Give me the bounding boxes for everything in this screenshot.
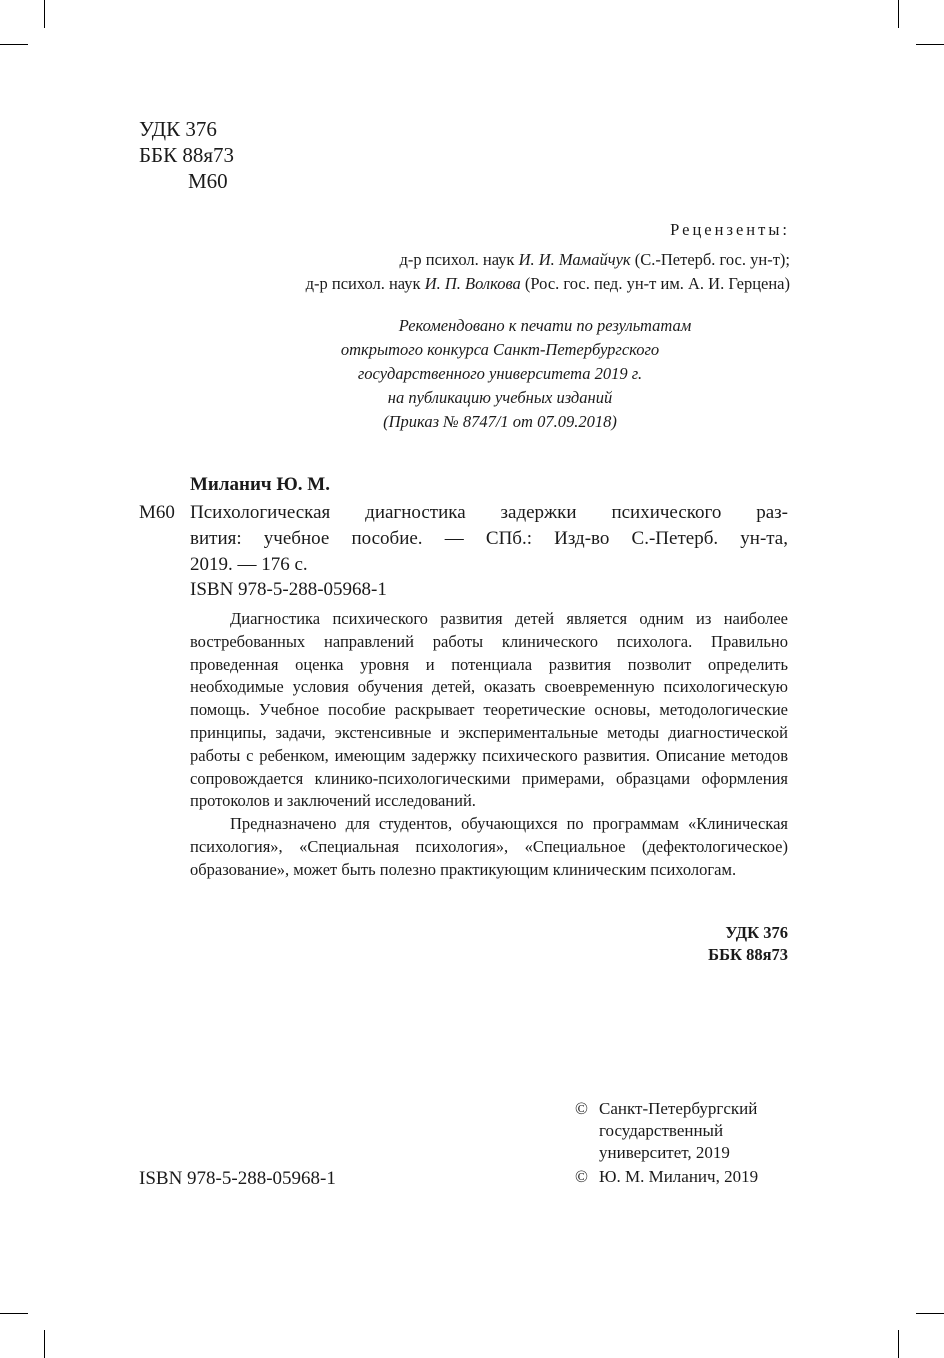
reviewer-2-affiliation: (Рос. гос. пед. ун-т им. А. И. Герцена): [520, 274, 790, 293]
isbn-in-description: ISBN 978-5-288-05968-1: [190, 579, 387, 600]
reviewer-2: [150, 272, 790, 296]
copyright-university: [575, 1098, 757, 1164]
reviewer-2-name: И. П. Волкова: [424, 274, 521, 293]
udk-header: УДК 376: [139, 117, 217, 141]
index-block: [560, 922, 788, 966]
annotation: [190, 608, 788, 882]
reviewer-2-degree: д-р психол. наук: [305, 274, 425, 293]
recommendation-line: (Приказ № 8747/1 от 07.09.2018): [383, 412, 617, 431]
crop-mark-tl-h: [0, 44, 28, 45]
copyright-line: университет, 2019: [599, 1143, 730, 1162]
author-code: М60: [139, 502, 175, 523]
copyright-line: Санкт-Петербургский: [599, 1099, 758, 1118]
crop-mark-br-v: [898, 1330, 899, 1358]
reviewer-1: [150, 248, 790, 272]
copyright-author-text: Ю. М. Миланич, 2019: [599, 1167, 759, 1186]
reviewers-title: Рецензенты:: [670, 220, 790, 239]
author-code-header: М60: [188, 169, 228, 193]
biblio-line: вития: учебное пособие. — СПб.: Изд-во С.-Петерб. ун-та,: [190, 528, 788, 549]
biblio-line: Психологическая диагностика задержки психического раз-: [190, 502, 788, 523]
recommendation-block: [240, 314, 760, 434]
crop-mark-br-h: [916, 1313, 944, 1314]
reviewer-1-degree: д-р психол. наук: [399, 250, 519, 269]
recommendation-line: государственного университета 2019 г.: [357, 364, 643, 383]
copyright-icon: ©: [575, 1167, 588, 1186]
reviewers-block: [150, 218, 790, 296]
bibliographic-description: [190, 500, 788, 578]
annotation-paragraph: Предназначено для студентов, обучающихся по программам «Клиническая психология», «Специальная психология», «Специальное (дефектологическое) образование», может быть полезно практикующим клиническим психологам.: [190, 814, 788, 879]
reviewer-1-affiliation: (С.-Петерб. гос. ун-т);: [630, 250, 790, 269]
isbn-footer: ISBN 978-5-288-05968-1: [139, 1168, 336, 1189]
crop-mark-bl-h: [0, 1313, 28, 1314]
recommendation-line: Рекомендовано к печати по результатам: [398, 316, 692, 335]
bbk-index: ББК 88я73: [708, 945, 788, 964]
recommendation-line: открытого конкурса Санкт-Петербургского: [340, 340, 660, 359]
biblio-line: 2019. — 176 с.: [190, 554, 308, 575]
crop-mark-bl-v: [44, 1330, 45, 1358]
crop-mark-tr-v: [898, 0, 899, 28]
annotation-paragraph: Диагностика психического развития детей является одним из наиболее востребованных направлений работы клинического психолога. Правильно проведенная оценка уровня и потенциала развития позволит определить необходимые условия обучения детей, оказать своевременную психологическую помощь. Учебное пособие раскрывает теоретические основы, методологические принципы, задачи, экстенсивные и экспериментальные методы диагностической работы с ребенком, имеющим задержку психического развития. Описание методов сопровождается клинико-психологическими примерами, образцами оформления протоколов и заключений исследований.: [190, 609, 788, 811]
reviewer-1-name: И. И. Мамайчук: [518, 250, 631, 269]
copyright-line: государственный: [599, 1121, 724, 1140]
bbk-header: ББК 88я73: [139, 143, 235, 167]
crop-mark-tl-v: [44, 0, 45, 28]
author-name: Миланич Ю. М.: [190, 474, 330, 495]
crop-mark-tr-h: [916, 44, 944, 45]
udk-index: УДК 376: [725, 923, 788, 942]
copyright-icon: ©: [575, 1099, 588, 1118]
recommendation-line: на публикацию учебных изданий: [387, 388, 613, 407]
copyright-author: [575, 1166, 758, 1188]
